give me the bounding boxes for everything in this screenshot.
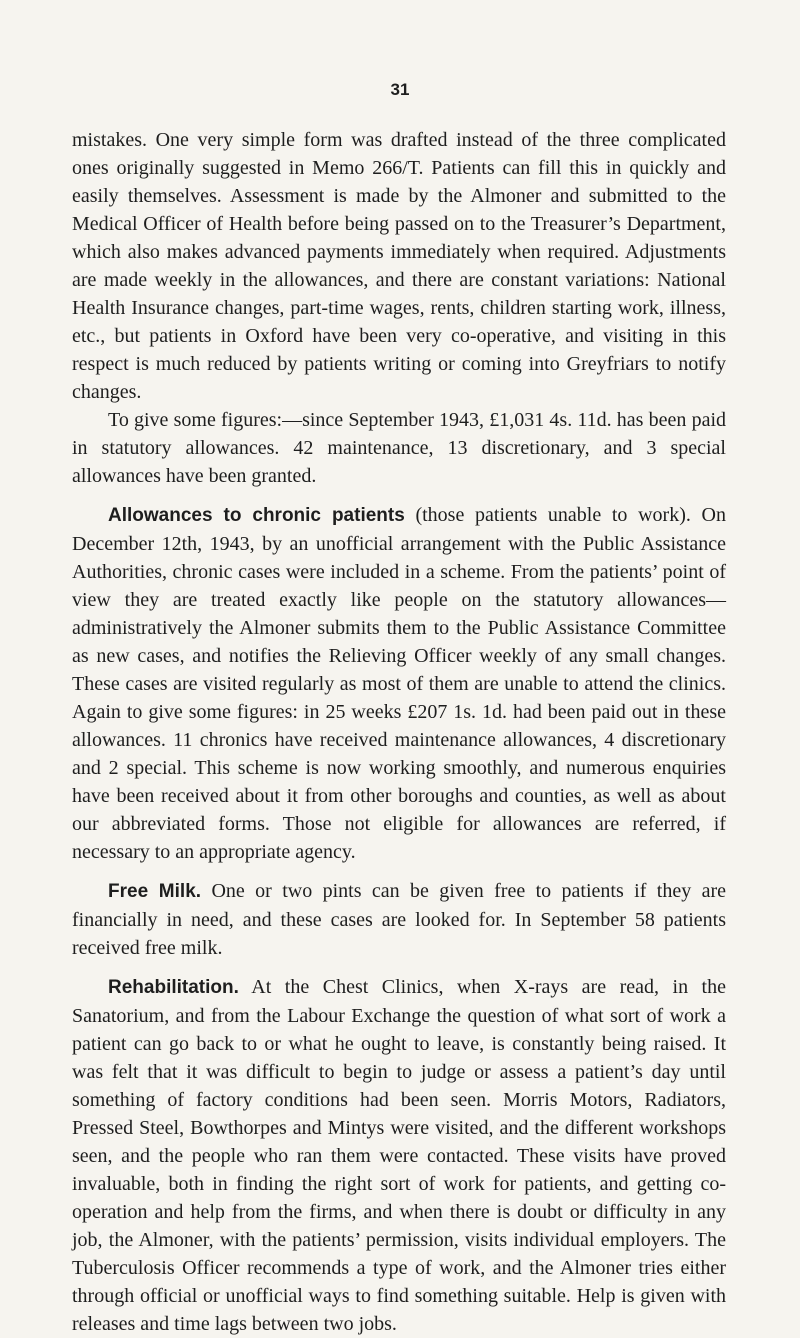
section-heading: Allowances to chronic patients [108, 505, 405, 526]
paragraph-text: mistakes. One very simple form was drafted instead of the three complicated ones originally suggested in Memo 266/T. Patients can fill this in quickly and easily themselves. Assessment is made by the Almoner and submitted to the Medical Officer of Health before being passed on to the Treasurer’s Department, which also makes advanced payments immediately when required. Adjustments are made weekly in the allowances, and there are constant variations: National Health Insurance changes, part-time wages, rents, children starting work, illness, etc., but patients in Oxford have been very co-operative, and visiting in this respect is much reduced by patients writing or coming into Greyfriars to notify changes. [72, 129, 726, 403]
paragraph-rehabilitation [72, 973, 726, 1338]
paragraph-text: One or two pints can be given free to patients if they are financially in need, and these cases are looked for. In September 58 patients received free milk. [72, 880, 726, 959]
body-text [72, 126, 726, 1338]
section-heading: Rehabilitation. [108, 977, 239, 998]
paragraph-figures [72, 406, 726, 490]
paragraph-text: To give some figures:—since September 1943, £1,031 4s. 11d. has been paid in statutory allowances. 42 maintenance, 13 discretionary, and 3 special allowances have been granted. [72, 409, 726, 487]
paragraph-text: At the Chest Clinics, when X-rays are read, in the Sanatorium, and from the Labour Exchange the question of what sort of work a patient can go back to or what he ought to leave, is constantly being raised. It was felt that it was difficult to begin to judge or assess a patient’s day until something of factory conditions had been seen. Morris Motors, Radiators, Pressed Steel, Bowthorpes and Mintys were visited, and the different workshops seen, and the people who ran them were contacted. These visits have proved invaluable, both in finding the right sort of work for patients, and getting co-operation and help from the firms, and when there is doubt or difficulty in any job, the Almoner, with the patients’ permission, visits individual employers. The Tuberculosis Officer recommends a type of work, and the Almoner tries either through official or unofficial ways to find something suitable. Help is given with releases and time lags between two jobs. [72, 976, 726, 1335]
section-heading: Free Milk. [108, 881, 202, 902]
page-number: 31 [390, 80, 410, 99]
paragraph-text: (those patients unable to work). On December 12th, 1943, by an unofficial arrangement with the Public Assistance Authorities, chronic cases were included in a scheme. From the patients’ point of view they are treated exactly like people on the statutory allowances—administratively the Almoner submits them to the Public Assistance Committee as new cases, and notifies the Relieving Officer weekly of any small changes. These cases are visited regularly as most of them are unable to attend the clinics. Again to give some figures: in 25 weeks £207 1s. 1d. had been paid out in these allowances. 11 chronics have received maintenance allowances, 4 discretionary and 2 special. This scheme is now working smoothly, and numerous enquiries have been received about it from other boroughs and counties, as well as about our abbreviated forms. Those not eligible for allowances are referred, if necessary to an appropriate agency. [72, 504, 726, 863]
paragraph-chronic-allowances [72, 501, 726, 866]
paragraph-assessment [72, 126, 726, 406]
paragraph-free-milk [72, 877, 726, 962]
